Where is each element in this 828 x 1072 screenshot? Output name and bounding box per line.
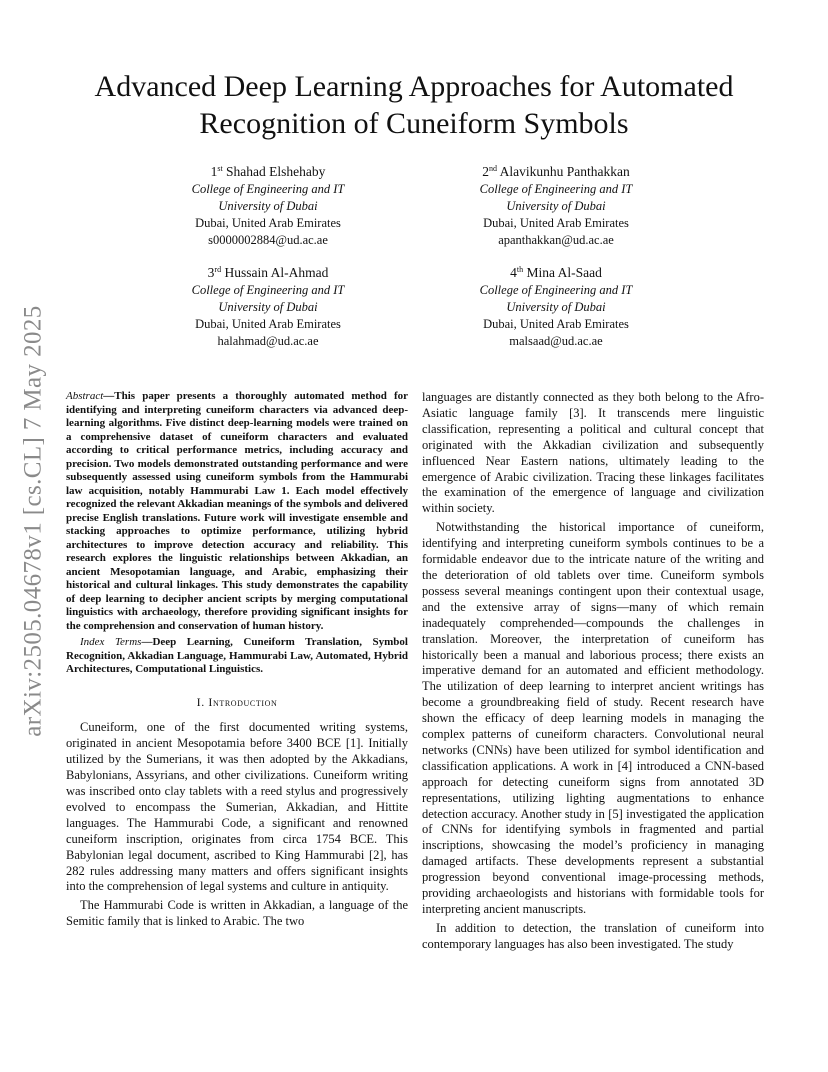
author-department: College of Engineering and IT (191, 283, 345, 297)
author-ordinal-suffix: st (217, 164, 223, 173)
arxiv-identifier-text: arXiv:2505.04678v1 [cs.CL] 7 May 2025 (20, 305, 48, 737)
author-ordinal: 3 (207, 265, 215, 280)
author-ordinal: 2 (482, 164, 489, 179)
abstract (66, 390, 408, 633)
author-name-text: Mina Al-Saad (526, 265, 602, 280)
left-column (66, 390, 408, 930)
author-university: University of Dubai (506, 300, 606, 314)
author-name (138, 264, 398, 281)
paper-title: Advanced Deep Learning Approaches for Automated Recognition of Cuneiform Symbols (94, 70, 734, 140)
paragraph: In addition to detection, the translation of cuneiform into contemporary languages has also been investigated. The study (422, 920, 764, 951)
author-university: University of Dubai (218, 300, 318, 314)
author-university: University of Dubai (218, 199, 318, 213)
author-name-text: Shahad Elshehaby (226, 164, 326, 179)
author-location: Dubai, United Arab Emirates (195, 317, 341, 331)
paragraph: Cuneiform, one of the first documented writing systems, originated in ancient Mesopotamia before 3400 BCE [1]. Initially utilized by the Sumerians, it was then adopted by the Akkadians, Babylonians, Assyrians, and other civilizations. Cuneiform writing was inscribed onto clay tablets with a reed stylus and progressively evolved to encompass the Sumerian, Akkadian, and Hittite languages. The Hammurabi Code, a significant and renowned cuneiform inscription, originates from circa 1754 BCE. This Babylonian legal document, ascribed to King Hammurabi [2], has 282 rules addressing many matters and offers significant insights into the comprehension of legal systems and culture in antiquity. (66, 720, 408, 894)
author-name (426, 264, 686, 281)
author-block-1 (138, 163, 398, 249)
paragraph: languages are distantly connected as they both belong to the Afro-Asiatic language family [3]. It transcends mere linguistic classification, representing a political and cultural concept that originated with the Akkadian civilization and subsequently influenced Near Eastern nations, ultimately leading to the emergence of Arabic civilization. Tracing these linkages facilitates the examination of the emergence of language and civilization within society. (422, 390, 764, 516)
index-terms-lead: Index Terms (80, 636, 142, 648)
right-column (422, 390, 764, 953)
author-name-text: Alavikunhu Panthakkan (499, 164, 630, 179)
author-ordinal: 1 (210, 164, 218, 179)
author-block-3 (138, 264, 398, 350)
section-title-text: Introduction (208, 694, 278, 709)
author-location: Dubai, United Arab Emirates (483, 216, 629, 230)
author-location: Dubai, United Arab Emirates (195, 216, 341, 230)
paragraph: Notwithstanding the historical importance of cuneiform, identifying and interpreting cuneiform symbols continues to be a formidable endeavor due to the intricate nature of the writing and the deterioration of old tablets over time. Cuneiform symbols possess several meanings contingent upon their contextual usage, and the extensive array of signs—many of which remain inadequately comprehended—compounds the challenges in translation. Moreover, the interpretation of cuneiform has historically been a manual and laborious process; there exists an imperative demand for an automated and efficient methodology. The utilization of deep learning to interpret ancient writings has become a groundbreaking field of study. Recent research have shown the efficacy of deep learning models in managing the complex patterns of cuneiform characters. Convolutional neural networks (CNNs) have been utilized for symbol identification and classification applications. A work in [4] introduced a CNN-based approach for detecting cuneiform signs from annotated 3D representations, utilizing lighting augmentations to enhance detection accuracy. Another study in [5] investigated the application of CNNs for identifying symbols in fragmented and partial inscriptions, showcasing the model’s proficiency in managing damaged artifacts. These developments represent a substantial progression beyond conventional image-processing methods, providing archaeologists and historians with formidable tools for interpreting ancient manuscripts. (422, 520, 764, 916)
author-ordinal: 4 (510, 265, 517, 280)
author-email[interactable]: malsaad@ud.ac.ae (509, 334, 603, 348)
paragraph: The Hammurabi Code is written in Akkadian, a language of the Semitic family that is linked to Arabic. The two (66, 898, 408, 929)
section-heading (66, 695, 408, 711)
abstract-text: —This paper presents a thoroughly automated method for identifying and interpreting cuneiform characters via advanced deep-learning algorithms. Five distinct deep-learning models were trained on a comprehensive dataset of cuneiform characters and evaluated according to critical performance metrics, including accuracy and precision. Two models demonstrated outstanding performance and were subsequently assessed using cuneiform symbols from the Hammurabi law acquisition, notably Hammurabi Law 1. Each model effectively recognized the relevant Akkadian meanings of the symbols and delivered precise English translations. Future work will investigate ensemble and stacking approaches to optimize performance, utilizing hybrid architectures to improve detection accuracy and reliability. This research explores the linguistic relationships between Akkadian, an ancient Mesopotamian language, and Arabic, emphasizing their historical and cultural linkages. This study demonstrates the capability of deep learning to decipher ancient scripts by merging computational linguistics with archaeology, therefore providing significant insights for the comprehension and conservation of human history. (66, 390, 408, 632)
author-email[interactable]: apanthakkan@ud.ac.ae (498, 233, 614, 247)
arxiv-identifier (12, 286, 56, 756)
author-ordinal-suffix: nd (489, 164, 497, 173)
author-department: College of Engineering and IT (191, 182, 345, 196)
author-name-text: Hussain Al-Ahmad (224, 265, 329, 280)
author-university: University of Dubai (506, 199, 606, 213)
author-ordinal-suffix: rd (214, 265, 222, 274)
author-block-4 (426, 264, 686, 350)
author-block-2 (426, 163, 686, 249)
author-location: Dubai, United Arab Emirates (483, 317, 629, 331)
author-email[interactable]: halahmad@ud.ac.ae (217, 334, 319, 348)
author-ordinal-suffix: th (516, 265, 524, 274)
author-name (138, 163, 398, 180)
abstract-lead: Abstract (66, 390, 104, 402)
author-name (426, 163, 686, 180)
section-number: I. (196, 694, 205, 709)
author-email[interactable]: s0000002884@ud.ac.ae (208, 233, 328, 247)
author-department: College of Engineering and IT (479, 283, 633, 297)
index-terms (66, 636, 408, 677)
index-terms-text: —Deep Learning, Cuneiform Translation, Symbol Recognition, Akkadian Language, Hammurabi Law, Automated, Hybrid Architectures, Computational Linguistics. (66, 636, 408, 675)
author-department: College of Engineering and IT (479, 182, 633, 196)
